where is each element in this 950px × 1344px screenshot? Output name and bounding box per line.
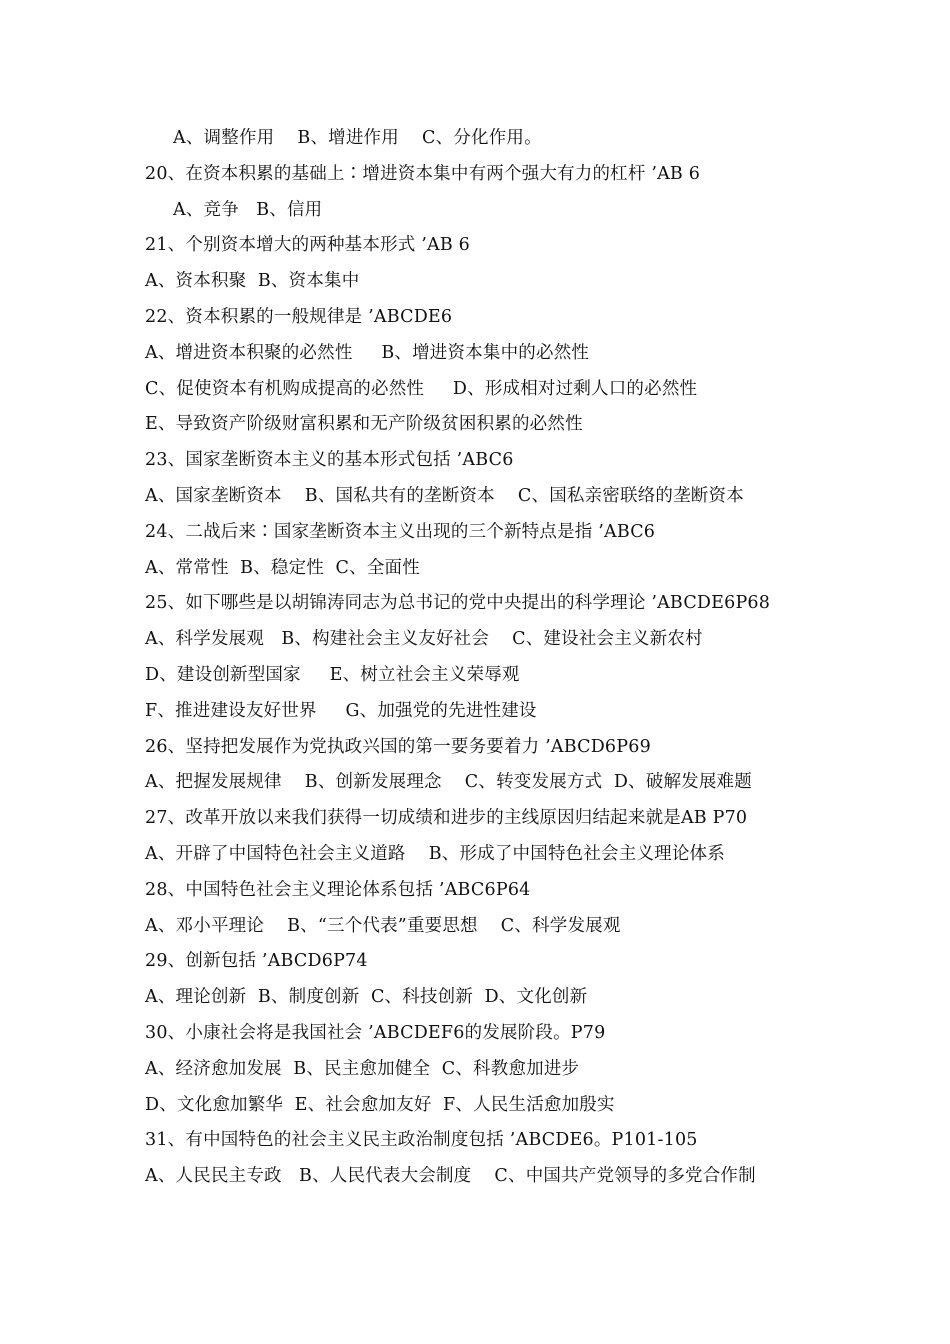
text-line: 22、资本积累的一般规律是 ’ABCDE6 (145, 306, 453, 327)
text-line: A、理论创新 B、制度创新 C、科技创新 D、文化创新 (145, 987, 588, 1008)
document-text (145, 124, 925, 1198)
text-line: E、导致资产阶级财富积累和无产阶级贫困积累的必然性 (145, 414, 583, 435)
text-line: C、促使资本有机购成提高的必然性 D、形成相对过剩人口的必然性 (145, 378, 698, 399)
text-line: A、经济愈加发展 B、民主愈加健全 C、科教愈加进步 (145, 1058, 580, 1079)
text-line: 25、如下哪些是以胡锦涛同志为总书记的党中央提出的科学理论 ’ABCDE6P68 (145, 593, 771, 614)
text-line: A、开辟了中国特色社会主义道路 B、形成了中国特色社会主义理论体系 (145, 843, 725, 864)
text-line: 21、个别资本增大的两种基本形式 ’AB 6 (145, 235, 470, 256)
text-line: A、资本积聚 B、资本集中 (145, 271, 360, 292)
text-line: 27、改革开放以来我们获得一切成绩和进步的主线原因归结起来就是AB P70 (145, 808, 748, 829)
text-line: A、常常性 B、稳定性 C、全面性 (145, 557, 420, 578)
text-line: 31、有中国特色的社会主义民主政治制度包括 ’ABCDE6。P101-105 (145, 1130, 698, 1151)
text-line: A、增进资本积聚的必然性 B、增进资本集中的必然性 (145, 342, 590, 363)
text-line: 28、中国特色社会主义理论体系包括 ’ABC6P64 (145, 879, 531, 900)
text-line: A、竞争 B、信用 (173, 199, 323, 220)
text-line: A、邓小平理论 B、“三个代表”重要思想 C、科学发展观 (145, 915, 621, 936)
text-line: 29、创新包括 ’ABCD6P74 (145, 951, 368, 972)
text-line: 20、在资本积累的基础上∶增进资本集中有两个强大有力的杠杆 ’AB 6 (145, 163, 701, 184)
text-line: A、人民民主专政 B、人民代表大会制度 C、中国共产党领导的多党合作制 (145, 1166, 756, 1187)
text-line: 30、小康社会将是我国社会 ’ABCDEF6的发展阶段。P79 (145, 1022, 606, 1043)
text-line: 26、坚持把发展作为党执政兴国的第一要务要着力 ’ABCD6P69 (145, 736, 651, 757)
text-line: 23、国家垄断资本主义的基本形式包括 ’ABC6 (145, 450, 514, 471)
text-line: A、调整作用 B、增进作用 C、分化作用。 (173, 128, 542, 148)
text-line: A、科学发展观 B、构建社会主义友好社会 C、建设社会主义新农村 (145, 629, 703, 650)
text-line: 24、二战后来∶国家垄断资本主义出现的三个新特点是指 ’ABC6 (145, 521, 656, 542)
text-line: A、把握发展规律 B、创新发展理念 C、转变发展方式 D、破解发展难题 (145, 772, 752, 793)
text-line: A、国家垄断资本 B、国私共有的垄断资本 C、国私亲密联络的垄断资本 (145, 485, 744, 506)
text-line: D、文化愈加繁华 E、社会愈加友好 F、人民生活愈加殷实 (145, 1094, 615, 1115)
text-line: D、建设创新型国家 E、树立社会主义荣辱观 (145, 664, 520, 685)
text-line: F、推进建设友好世界 G、加强党的先进性建设 (145, 700, 537, 721)
